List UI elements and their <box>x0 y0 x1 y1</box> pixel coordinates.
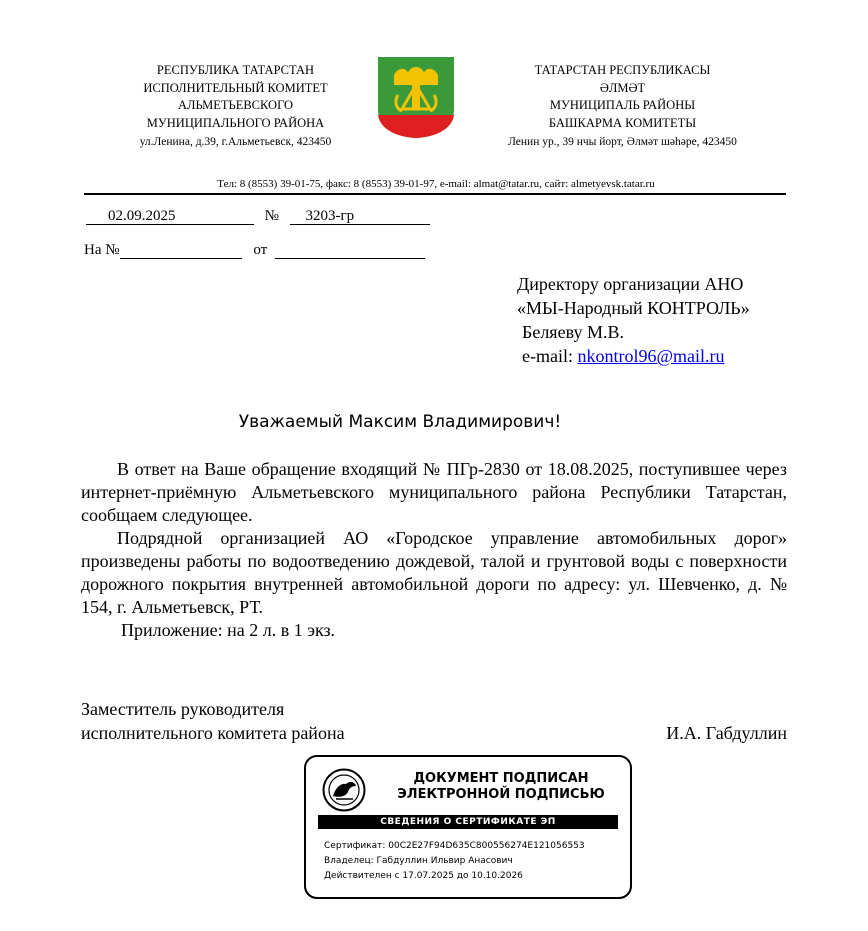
addressee-line2: «МЫ-Народный КОНТРОЛЬ» <box>517 298 750 318</box>
reference-number-line <box>120 240 242 259</box>
signer-name: И.А. Габдуллин <box>666 723 787 743</box>
greeting: Уважаемый Максим Владимирович! <box>238 412 562 432</box>
certificate-owner: Владелец: Габдуллин Ильвир Анасович <box>324 856 513 866</box>
header-right-line3: МУНИЦИПАЛЬ РАЙОНЫ <box>549 98 696 112</box>
header-left-line2: ИСПОЛНИТЕЛЬНЫЙ КОМИТЕТ <box>143 80 328 95</box>
registration-number-sign: № <box>264 208 279 224</box>
certificate-info <box>324 839 585 884</box>
addressee-line3: Беляеву М.В. <box>522 322 624 342</box>
signer-position-line1: Заместитель руководителя <box>81 699 285 719</box>
certificate-validity: Действителен с 17.07.2025 до 10.10.2026 <box>324 871 523 881</box>
registration-row-1 <box>86 207 430 225</box>
header-right-line1: ТАТАРСТАН РЕСПУБЛИКАСЫ <box>534 63 711 77</box>
signature-block <box>81 697 787 745</box>
stamp-title-line1: ДОКУМЕНТ ПОДПИСАН <box>413 771 589 786</box>
header-divider <box>84 193 786 195</box>
header-right-line2: ӘЛМӘТ <box>599 80 646 95</box>
signer-position-line2: исполнительного комитета района <box>81 723 345 743</box>
letter-body <box>81 458 787 642</box>
registration-date: 02.09.2025 <box>86 207 254 225</box>
registration-row-2 <box>84 240 425 259</box>
reference-date-label: от <box>253 242 268 258</box>
attachment-note: Приложение: на 2 л. в 1 экз. <box>121 620 336 640</box>
certificate-number: Сертификат: 00C2E27F94D635C800556274E121056553 <box>324 841 585 851</box>
header-right-line4: БАШКАРМА КОМИТЕТЫ <box>548 115 697 130</box>
header-left-line1: РЕСПУБЛИКА ТАТАРСТАН <box>156 63 315 77</box>
coat-of-arms-icon <box>376 55 456 139</box>
header-right-block <box>470 62 775 152</box>
body-paragraph-1: В ответ на Ваше обращение входящий № ПГр-2830 от 18.08.2025, поступившее через интернет-приёмную Альметьевского муниципального района Республики Татарстан, сообщаем следующее. <box>81 459 787 525</box>
stamp-title-line2: ЭЛЕКТРОННОЙ ПОДПИСЬЮ <box>397 787 605 802</box>
tatarstan-emblem-icon <box>322 768 366 812</box>
registration-number: 3203-гр <box>290 207 430 225</box>
header-left-address: ул.Ленина, д.39, г.Альметьевск, 423450 <box>139 136 332 148</box>
certificate-info-bar: СВЕДЕНИЯ О СЕРТИФИКАТЕ ЭП <box>318 815 618 829</box>
body-paragraph-2: Подрядной организацией АО «Городское управление автомобильных дорог» произведены работы по водоотведению дождевой, талой и грунтовой воды с поверхности дорожного покрытия внутренней автомобильной дороги по адресу: ул. Шевченко, д. № 154, г. Альметьевск, РТ. <box>81 528 787 617</box>
header-left-line4: МУНИЦИПАЛЬНОГО РАЙОНА <box>146 115 325 130</box>
email-link[interactable]: nkontrol96@mail.ru <box>577 346 725 366</box>
contacts-line: Тел: 8 (8553) 39-01-75, факс: 8 (8553) 39-01-97, e-mail: almat@tatar.ru, сайт: almetyevsk.tatar.ru <box>217 178 655 190</box>
stamp-title <box>376 771 626 803</box>
reference-date-line <box>275 240 425 259</box>
electronic-signature-stamp <box>304 755 632 899</box>
header-left-line3: АЛЬМЕТЬЕВСКОГО <box>177 98 294 112</box>
addressee-email-row <box>517 344 750 368</box>
email-label: e-mail: <box>522 346 573 366</box>
header-right-address: Ленин ур., 39 нчы йорт, Әлмәт шәһәре, 423450 <box>508 136 737 148</box>
reference-number-label: На № <box>84 242 120 258</box>
addressee-line1: Директору организации АНО <box>517 274 744 294</box>
addressee-block <box>517 272 750 368</box>
header-left-block <box>88 62 383 152</box>
